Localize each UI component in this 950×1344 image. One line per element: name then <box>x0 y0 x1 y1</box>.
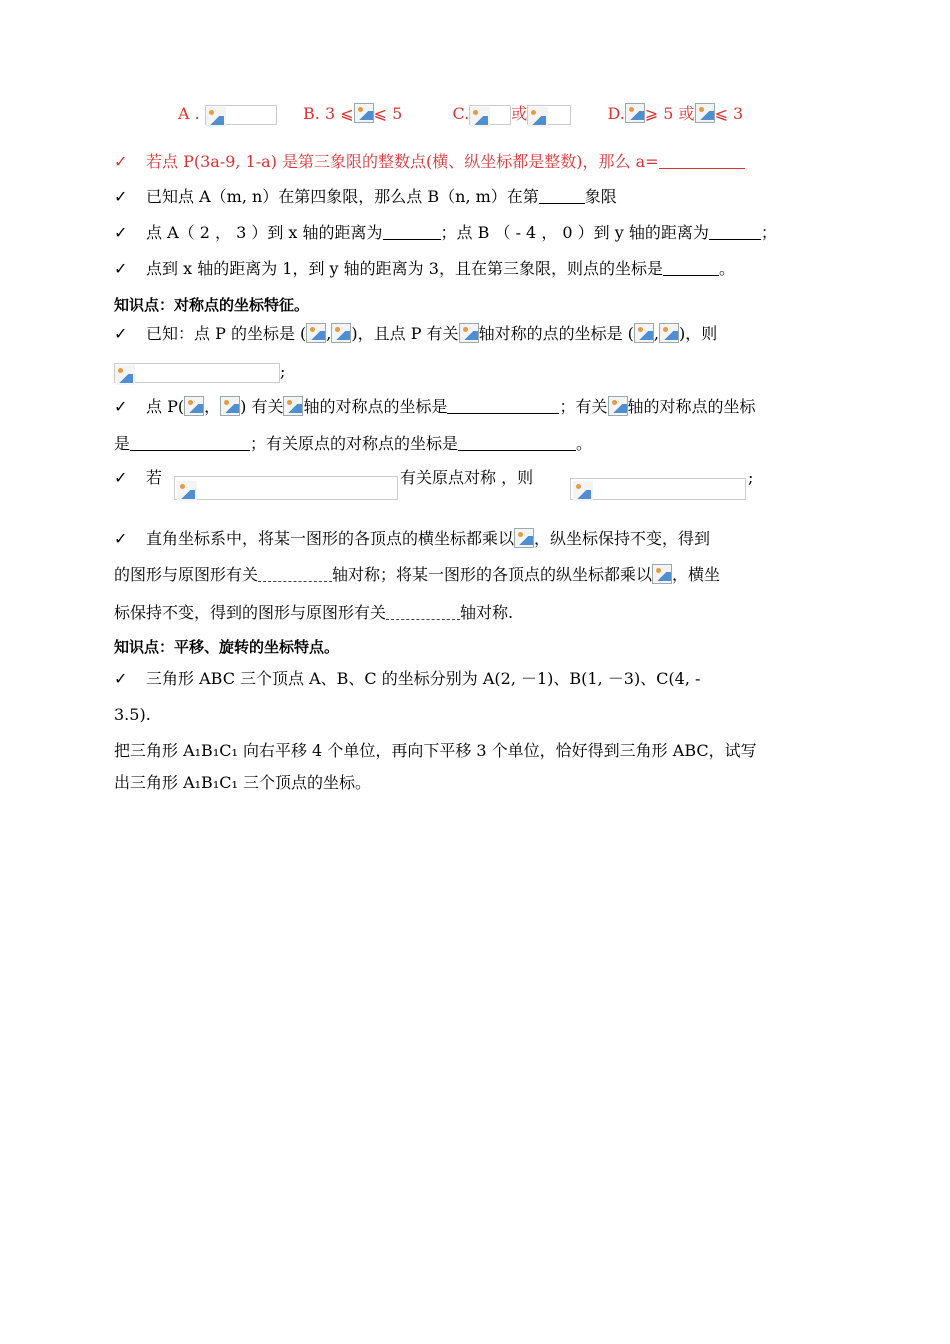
question-8-part-f: 标保持不变，得到的图形与原图形有关 <box>114 603 387 622</box>
question-6-part-d: ；有关 <box>559 397 608 416</box>
image-placeholder-icon <box>625 103 645 123</box>
answer-image-box[interactable] <box>114 363 280 383</box>
check-icon: ✓ <box>114 152 128 171</box>
image-placeholder-icon <box>695 103 715 123</box>
check-icon: ✓ <box>114 669 128 688</box>
question-5-part-d: )，则 <box>679 324 718 343</box>
section-heading-symmetry: 知识点：对称点的坐标特征。 <box>114 296 310 314</box>
check-icon: ✓ <box>114 187 128 206</box>
question-6-part-e: 轴的对称点的坐标 <box>627 397 756 416</box>
question-5 <box>114 322 717 346</box>
image-placeholder-icon <box>206 107 226 127</box>
check-icon: ✓ <box>114 468 128 487</box>
image-placeholder-icon <box>470 107 490 127</box>
image-placeholder-icon <box>331 323 351 343</box>
image-placeholder-icon <box>283 396 303 416</box>
question-9-part-a: 三角形 ABC 三个顶点 A、B、C 的坐标分别为 A(2, －1)、B(1, －3)、C(4, - <box>146 669 701 688</box>
check-icon: ✓ <box>114 223 128 242</box>
check-icon: ✓ <box>114 259 128 278</box>
question-1-text: 若点 P(3a-9, 1-a) 是第三象限的整数点(横、纵坐标都是整数)，那么 a= <box>146 152 659 171</box>
question-5-part-a: 已知：点 P 的坐标是 ( <box>146 324 307 343</box>
option-b-suffix: ⩽ 5 <box>373 104 403 123</box>
question-8-line-2 <box>114 563 720 587</box>
question-6-part-a: 点 P( <box>146 397 185 416</box>
answer-blank[interactable] <box>383 225 441 240</box>
option-c-or: 或 <box>511 104 528 123</box>
question-8-part-e: ，横坐 <box>672 565 721 584</box>
answer-blank[interactable] <box>258 567 332 582</box>
question-3-end: ； <box>760 223 777 242</box>
question-2 <box>114 185 617 209</box>
question-7-part-a: 若 <box>146 468 163 487</box>
option-b-prefix: B. 3 ⩽ <box>303 104 354 123</box>
question-4-end: 。 <box>718 259 735 278</box>
question-5-continued <box>114 360 285 384</box>
question-6-part-g: ；有关原点的对称点的坐标是 <box>250 434 459 453</box>
question-7 <box>114 466 162 490</box>
image-placeholder-icon <box>608 396 628 416</box>
question-8-part-d: 轴对称；将某一图形的各顶点的纵坐标都乘以 <box>332 565 653 584</box>
image-placeholder-icon <box>659 323 679 343</box>
question-6-end: 。 <box>576 434 593 453</box>
image-placeholder-icon <box>306 323 326 343</box>
answer-blank[interactable] <box>458 436 576 451</box>
question-7-image-box[interactable] <box>174 476 398 500</box>
question-2-text: 已知点 A（m, n）在第四象限，那么点 B（n, m）在第 <box>146 187 539 206</box>
question-8-line-3 <box>114 601 513 625</box>
question-5-part-b: )，且点 P 有关 <box>351 324 459 343</box>
answer-blank[interactable] <box>539 189 585 204</box>
option-d-mid: ⩾ 5 或 <box>644 104 695 123</box>
question-6-continued <box>114 432 592 456</box>
option-c: C. <box>452 104 470 123</box>
question-8-part-a: 直角坐标系中，将某一图形的各顶点的横坐标都乘以 <box>146 529 515 548</box>
question-7-end <box>748 466 753 490</box>
section-heading-translation: 知识点：平移、旋转的坐标特点。 <box>114 638 340 656</box>
question-7-part-b: 有关原点对称 ，则 <box>400 468 534 487</box>
question-5-part-c: 轴对称的点的坐标是 ( <box>478 324 634 343</box>
question-10-continued: 出三角形 A₁B₁C₁ 三个顶点的坐标。 <box>114 773 371 792</box>
question-8 <box>114 527 710 551</box>
answer-blank[interactable] <box>663 261 719 276</box>
question-6-comma: ， <box>204 397 221 416</box>
question-8-part-g: 轴对称. <box>460 603 514 622</box>
option-c-image-box-2 <box>527 105 571 125</box>
question-7-answer-box[interactable] <box>570 478 746 500</box>
answer-blank[interactable] <box>130 436 250 451</box>
question-4 <box>114 257 735 281</box>
question-8-part-c: 的图形与原图形有关 <box>114 565 259 584</box>
option-c-image-box <box>469 105 511 125</box>
image-placeholder-icon <box>354 103 374 123</box>
question-5-end: ; <box>280 362 286 381</box>
question-7-end-text: ; <box>748 468 754 487</box>
answer-blank[interactable] <box>447 399 559 414</box>
question-3 <box>114 221 777 245</box>
question-9 <box>114 667 700 691</box>
question-6 <box>114 395 756 419</box>
check-icon: ✓ <box>114 324 128 343</box>
question-5-comma-2: , <box>653 324 659 343</box>
answer-blank[interactable] <box>709 225 761 240</box>
image-placeholder-icon <box>573 481 593 501</box>
image-placeholder-icon <box>528 107 548 127</box>
image-placeholder-icon <box>184 396 204 416</box>
question-6-part-c: 轴的对称点的坐标是 <box>303 397 448 416</box>
image-placeholder-icon <box>459 323 479 343</box>
question-6-part-b: ) 有关 <box>240 397 284 416</box>
image-placeholder-icon <box>220 396 240 416</box>
question-1 <box>114 150 745 174</box>
image-placeholder-icon <box>115 365 135 385</box>
check-icon: ✓ <box>114 529 128 548</box>
question-7-mid <box>400 466 533 490</box>
option-d-suffix: ⩽ 3 <box>714 104 744 123</box>
answer-blank[interactable] <box>386 605 460 620</box>
option-a: A . <box>178 104 200 123</box>
question-6-part-f: 是 <box>114 434 131 453</box>
question-4-text: 点到 x 轴的距离为 1，到 y 轴的距离为 3，且在第三象限，则点的坐标是 <box>146 259 663 278</box>
image-placeholder-icon <box>652 564 672 584</box>
question-2-suffix: 象限 <box>584 187 617 206</box>
question-5-comma: , <box>326 324 332 343</box>
question-3-part-b: ；点 B （ - 4 ， 0 ）到 y 轴的距离为 <box>440 223 709 242</box>
answer-blank[interactable] <box>659 154 745 169</box>
question-10: 把三角形 A₁B₁C₁ 向右平移 4 个单位，再向下平移 3 个单位，恰好得到三角形 ABC，试写 <box>114 741 757 760</box>
check-icon: ✓ <box>114 397 128 416</box>
question-8-part-b: ，纵坐标保持不变，得到 <box>534 529 711 548</box>
question-9-continued: 3.5). <box>114 705 151 724</box>
question-3-part-a: 点 A（ 2 ， 3 ）到 x 轴的距离为 <box>146 223 383 242</box>
image-placeholder-icon <box>177 481 197 501</box>
option-a-image-box <box>205 105 277 125</box>
image-placeholder-icon <box>634 323 654 343</box>
option-d: D. <box>607 104 625 123</box>
choice-row <box>178 102 743 126</box>
image-placeholder-icon <box>514 528 534 548</box>
